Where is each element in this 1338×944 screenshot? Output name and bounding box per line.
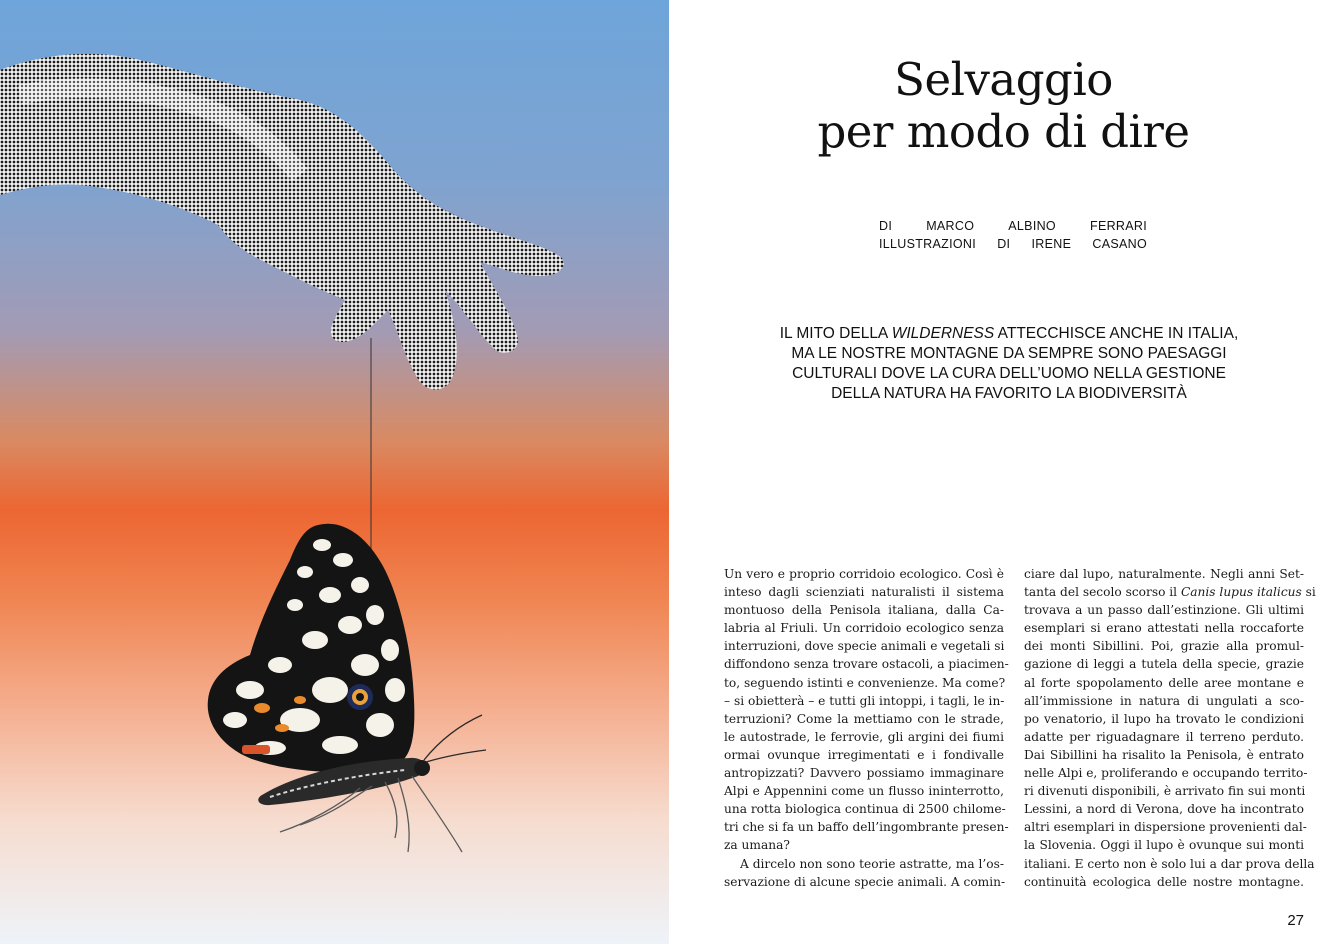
- body-line: la Slovenia. Oggi il lupo è ovunque sui monti: [1024, 838, 1304, 853]
- body-line: A dircelo non sono teorie astratte, ma l’os-: [740, 856, 1004, 871]
- body-line: trovava a un passo dall’estinzione. Gli ultimi: [1024, 603, 1304, 618]
- body-line: ciare dal lupo, naturalmente. Negli anni Set-: [1024, 567, 1304, 581]
- body-line: una rotta biologica continua di 2500 chilome-: [724, 802, 1006, 817]
- body-line: gazione di leggi a tutela della specie, grazie: [1024, 657, 1304, 672]
- article-title-line2: per modo di dire: [817, 105, 1190, 158]
- credit-word: DI: [997, 237, 1011, 251]
- body-line: ri divenuti disponibili, è arrivato fin sui monti: [1024, 784, 1306, 799]
- body-line: servazione di alcune specie animali. A comin-: [724, 874, 1006, 889]
- body-line: to, seguendo istinti e convenienze. Ma come?: [724, 675, 1006, 690]
- body-line: esemplari si erano attestati nella roccaforte: [1024, 621, 1304, 636]
- credit-word: MARCO: [926, 219, 975, 233]
- body-column-left: [724, 565, 1009, 891]
- credit-word: ALBINO: [1008, 219, 1056, 233]
- body-line: diffondono senza trovare ostacoli, a piacimen-: [724, 657, 1009, 672]
- credit-word: DI: [879, 219, 893, 233]
- body-line: antropizzati? Davvero possiamo immaginare: [724, 766, 1004, 781]
- page-number: 27: [1287, 912, 1304, 929]
- body-line: Dai Sibillini ha risalito la Penisola, è entrato: [1024, 747, 1304, 762]
- body-line: tri che si fa un baffo dell’ingombrante presen-: [724, 820, 1009, 835]
- body-line: inteso dagli scienziati naturalisti il sistema: [724, 585, 1004, 600]
- body-line: Alpi e Appennini come un flusso ininterrotto,: [724, 784, 1004, 799]
- standfirst: [759, 324, 1259, 404]
- body-line: all’immissione in natura di ungulati a sco-: [1024, 693, 1304, 708]
- body-line: labria al Friuli. Un corridoio ecologico senza: [724, 621, 1004, 636]
- body-line: za umana?: [724, 838, 790, 853]
- body-line: adatte per riguadagnare il terreno perduto.: [1024, 729, 1304, 744]
- body-line: interruzioni, dove specie animali e vegetali si: [724, 639, 1005, 654]
- body-line: po venatorio, il lupo ha trovato le condizioni: [1024, 711, 1304, 726]
- standfirst-line: MA LE NOSTRE MONTAGNE DA SEMPRE SONO PAESAGGI: [791, 345, 1227, 362]
- text-page: [669, 0, 1338, 944]
- standfirst-line: DELLA NATURA HA FAVORITO LA BIODIVERSITÀ: [831, 385, 1187, 402]
- credit-word: IRENE: [1031, 237, 1072, 251]
- body-line: nelle Alpi e, proliferando e occupando territo-: [1024, 766, 1308, 781]
- body-line: dei monti Sibillini. Poi, grazie alla promul-: [1024, 639, 1304, 654]
- body-line: ormai ovunque irregimentati e i fondivalle: [724, 747, 1004, 762]
- body-line: – si obietterà – e tutti gli intoppi, i tagli, le in-: [724, 693, 1005, 708]
- author-credit: [879, 219, 1147, 233]
- credit-word: FERRARI: [1090, 219, 1147, 233]
- body-line: al forte spopolamento delle aree montane e: [1024, 675, 1304, 690]
- credit-word: CASANO: [1092, 237, 1147, 251]
- body-column-right: [1024, 565, 1316, 891]
- butterfly-icon: [208, 524, 486, 852]
- body-line: le autostrade, le ferrovie, gli argini dei fiumi: [724, 729, 1004, 744]
- standfirst-line: CULTURALI DOVE LA CURA DELL’UOMO NELLA GESTIONE: [792, 365, 1226, 382]
- illustrator-credit: [879, 237, 1147, 251]
- body-line: continuità ecologica delle nostre montagne.: [1024, 874, 1304, 889]
- body-line: altri esemplari in dispersione provenienti dal-: [1024, 820, 1307, 835]
- credit-word: ILLUSTRAZIONI: [879, 237, 976, 251]
- body-line: tanta del secolo scorso il Canis lupus italicus si: [1024, 585, 1316, 600]
- body-line: terruzioni? Come la mettiamo con le strade,: [724, 711, 1004, 726]
- standfirst-line: IL MITO DELLA WILDERNESS ATTECCHISCE ANCHE IN ITALIA,: [779, 325, 1239, 342]
- hand-icon: [0, 54, 564, 390]
- body-line: montuoso della Penisola italiana, dalla Ca-: [724, 603, 1004, 618]
- article-title-line1: Selvaggio: [894, 53, 1113, 106]
- body-line: italiani. E certo non è solo lui a dar prova della: [1024, 856, 1315, 871]
- body-line: Lessini, a nord di Verona, dove ha incontrato: [1024, 802, 1304, 817]
- body-line: Un vero e proprio corridoio ecologico. Così è: [724, 567, 1004, 581]
